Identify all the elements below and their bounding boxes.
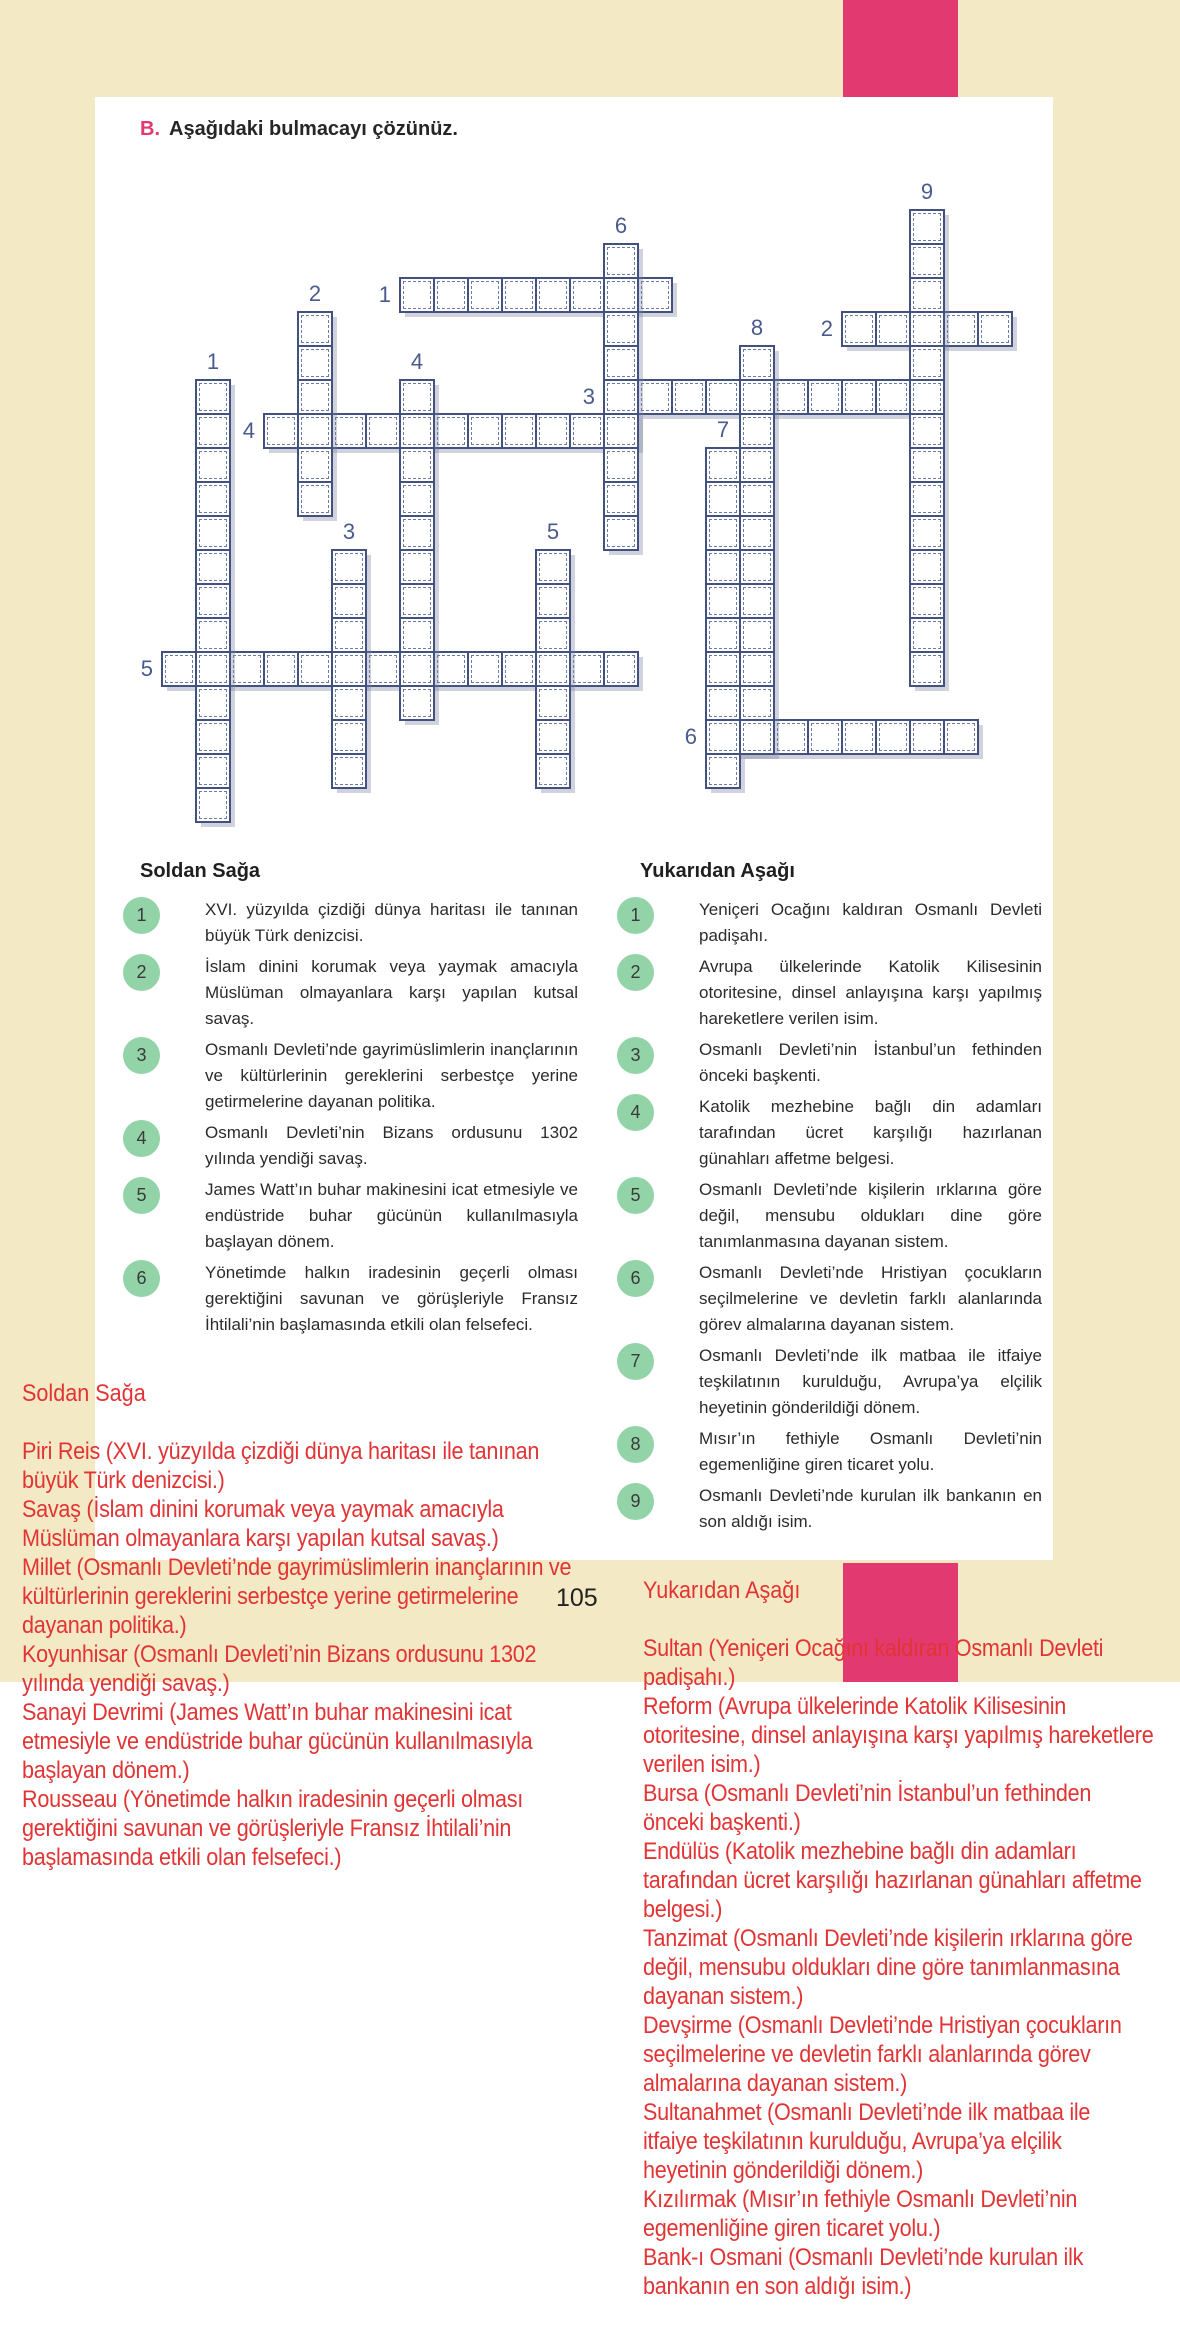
grid-cell[interactable] [909, 549, 945, 585]
across-answer-line: Sanayi Devrimi (James Watt’ın buhar makinesini icat [22, 1699, 512, 1726]
grid-cell[interactable] [909, 345, 945, 381]
across-answer-line: kültürlerinin gereklerini serbestçe yerine getirmelerine [22, 1583, 519, 1610]
grid-cell[interactable] [297, 447, 333, 483]
down-answer-line: Devşirme (Osmanlı Devleti’nde Hristiyan çocukların [643, 2012, 1122, 2039]
grid-cell[interactable] [535, 651, 571, 687]
grid-cell[interactable] [263, 651, 299, 687]
grid-cell[interactable] [569, 413, 605, 449]
down-answer-line: bankanın en son aldığı isim.) [643, 2273, 912, 2300]
across-clue-item [123, 897, 583, 949]
grid-cell[interactable] [705, 617, 741, 653]
clue-number-badge: 9 [617, 1483, 654, 1520]
grid-cell[interactable] [195, 685, 231, 721]
grid-cell[interactable] [501, 651, 537, 687]
clue-text: Osmanlı Devleti’nin İstanbul’un fethinden önceki başkenti. [699, 1040, 1042, 1085]
grid-cell[interactable] [739, 481, 775, 517]
grid-cell[interactable] [331, 617, 367, 653]
grid-cell[interactable] [569, 651, 605, 687]
grid-cell[interactable] [297, 345, 333, 381]
grid-cell[interactable] [399, 515, 435, 551]
grid-cell[interactable] [535, 583, 571, 619]
grid-cell[interactable] [739, 345, 775, 381]
grid-cell[interactable] [297, 481, 333, 517]
clue-number-badge: 2 [617, 954, 654, 991]
down-clue-item [617, 1094, 1047, 1172]
clue-number-badge: 4 [123, 1120, 160, 1157]
grid-cell[interactable] [535, 413, 571, 449]
grid-cell[interactable] [195, 787, 231, 823]
grid-cell[interactable] [467, 277, 503, 313]
grid-cell[interactable] [195, 617, 231, 653]
clue-text: Avrupa ülkelerinde Katolik Kilisesinin otoritesine, dinsel anlayışına karşı yapılmış hareketlere verilen isim. [699, 957, 1042, 1028]
down-clue-number-label: 6 [614, 213, 628, 238]
grid-cell[interactable] [603, 345, 639, 381]
grid-cell[interactable] [195, 447, 231, 483]
grid-cell[interactable] [399, 583, 435, 619]
down-answer-line: belgesi.) [643, 1896, 723, 1923]
down-answer-line: önceki başkenti.) [643, 1809, 801, 1836]
across-answer-line: dayanan politika.) [22, 1612, 187, 1639]
grid-cell[interactable] [705, 515, 741, 551]
across-answer-line: gerektiğini savunan ve görüşleriyle Fransız İhtilali’nin [22, 1815, 512, 1842]
grid-cell[interactable] [297, 379, 333, 415]
grid-cell[interactable] [569, 277, 605, 313]
across-answer-line: Piri Reis (XVI. yüzyılda çizdiği dünya haritası ile tanınan [22, 1438, 540, 1465]
grid-cell[interactable] [739, 685, 775, 721]
down-answer-line: Tanzimat (Osmanlı Devleti’nde kişilerin ırklarına göre [643, 1925, 1133, 1952]
across-clue-number-label: 4 [242, 418, 255, 443]
down-answer-line: değil, mensubu oldukları dine göre tanımlanmasına [643, 1954, 1120, 1981]
grid-cell[interactable] [331, 753, 367, 789]
down-clue-number-label: 7 [716, 417, 730, 442]
grid-cell[interactable] [739, 583, 775, 619]
down-answer-line: Sultan (Yeniçeri Ocağını kaldıran Osmanlı Devleti [643, 1635, 1104, 1662]
across-clue-item [123, 1037, 583, 1115]
down-answer-line: Endülüs (Katolik mezhebine bağlı din adamları [643, 1838, 1077, 1865]
grid-cell[interactable] [705, 719, 741, 755]
clue-number-badge: 8 [617, 1426, 654, 1463]
grid-cell[interactable] [909, 515, 945, 551]
grid-cell[interactable] [909, 379, 945, 415]
clue-text: James Watt’ın buhar makinesini icat etmesiyle ve endüstride buhar gücünün kullanılmasıyla başlayan dönem. [205, 1180, 578, 1251]
grid-cell[interactable] [195, 651, 231, 687]
grid-cell[interactable] [399, 549, 435, 585]
clues-down-section [617, 860, 1047, 1540]
grid-cell[interactable] [331, 413, 367, 449]
grid-cell[interactable] [535, 617, 571, 653]
down-clue-number-label: 3 [342, 519, 356, 544]
grid-cell[interactable] [773, 379, 809, 415]
clue-text: Osmanlı Devleti’nde kurulan ilk bankanın en son aldığı isim. [699, 1486, 1042, 1531]
grid-cell[interactable] [501, 413, 537, 449]
grid-cell[interactable] [467, 413, 503, 449]
grid-cell[interactable] [331, 583, 367, 619]
grid-cell[interactable] [705, 753, 741, 789]
grid-cell[interactable] [603, 311, 639, 347]
down-answer-line: dayanan sistem.) [643, 1983, 804, 2010]
grid-cell[interactable] [875, 311, 911, 347]
grid-cell[interactable] [229, 651, 265, 687]
across-answer-line: Müslüman olmayanlara karşı yapılan kutsal savaş.) [22, 1525, 499, 1552]
clues-down-heading: Yukarıdan Aşağı [640, 860, 795, 882]
grid-cell[interactable] [433, 413, 469, 449]
clue-text: Mısır’ın fethiyle Osmanlı Devleti’nin egemenliğine giren ticaret yolu. [699, 1429, 1042, 1474]
down-clue-number-label: 8 [750, 315, 764, 340]
grid-cell[interactable] [399, 413, 435, 449]
page-number: 105 [556, 1584, 598, 1612]
clues-across-section [123, 860, 583, 1343]
grid-cell[interactable] [909, 209, 945, 245]
across-answer-line: Rousseau (Yönetimde halkın iradesinin geçerli olması [22, 1786, 524, 1813]
down-clue-number-label: 4 [410, 349, 424, 374]
grid-cell[interactable] [297, 311, 333, 347]
down-clue-item [617, 1177, 1047, 1255]
across-clue-item [123, 1260, 583, 1338]
grid-cell[interactable] [603, 379, 639, 415]
grid-cell[interactable] [399, 651, 435, 687]
down-clue-item [617, 1426, 1047, 1478]
grid-cell[interactable] [195, 379, 231, 415]
grid-cell[interactable] [399, 379, 435, 415]
grid-cell[interactable] [467, 651, 503, 687]
grid-cell[interactable] [739, 549, 775, 585]
clue-number-badge: 7 [617, 1343, 654, 1380]
grid-cell[interactable] [195, 481, 231, 517]
grid-cell[interactable] [535, 685, 571, 721]
down-answer-line: Kızılırmak (Mısır’ın fethiyle Osmanlı Devleti’nin [643, 2186, 1078, 2213]
grid-cell[interactable] [603, 481, 639, 517]
grid-cell[interactable] [705, 481, 741, 517]
grid-cell[interactable] [297, 413, 333, 449]
across-clue-number-label: 1 [378, 282, 391, 307]
across-clue-item [123, 1177, 583, 1255]
down-clue-number-label: 9 [920, 179, 934, 204]
down-answer-line: padişahı.) [643, 1664, 736, 1691]
grid-cell[interactable] [841, 719, 877, 755]
grid-cell[interactable] [365, 413, 401, 449]
answers-across-block [22, 1379, 571, 1872]
clue-number-badge: 1 [617, 897, 654, 934]
down-clue-number-label: 1 [206, 349, 220, 374]
grid-cell[interactable] [909, 719, 945, 755]
grid-cell[interactable] [705, 651, 741, 687]
down-answer-line: verilen isim.) [643, 1751, 761, 1778]
grid-cell[interactable] [909, 481, 945, 517]
grid-cell[interactable] [705, 549, 741, 585]
grid-cell[interactable] [739, 651, 775, 687]
across-clue-item [123, 954, 583, 1032]
grid-cell[interactable] [909, 413, 945, 449]
exercise-title [140, 118, 458, 141]
grid-cell[interactable] [603, 243, 639, 279]
grid-cell[interactable] [909, 243, 945, 279]
clue-number-badge: 2 [123, 954, 160, 991]
grid-cell[interactable] [909, 651, 945, 687]
clue-text: Osmanlı Devleti’nde gayrimüslimlerin inançlarının ve kültürlerinin gereklerini serbestçe yerine getirmelerine dayanan politika. [205, 1040, 578, 1111]
clue-text: Yönetimde halkın iradesinin geçerli olması gerektiğini savunan ve görüşleriyle Fransız İhtilali’nin başlamasında etkili olan felsefeci. [205, 1263, 578, 1334]
grid-cell[interactable] [773, 719, 809, 755]
grid-cell[interactable] [535, 719, 571, 755]
across-answer-line: Millet (Osmanlı Devleti’nde gayrimüslimlerin inançlarının ve [22, 1554, 572, 1581]
grid-cell[interactable] [331, 685, 367, 721]
down-answer-line: Sultanahmet (Osmanlı Devleti’nde ilk matbaa ile [643, 2099, 1091, 2126]
grid-cell[interactable] [637, 277, 673, 313]
grid-cell[interactable] [195, 719, 231, 755]
down-clue-item [617, 897, 1047, 949]
grid-cell[interactable] [399, 617, 435, 653]
grid-cell[interactable] [671, 379, 707, 415]
across-answer-line: büyük Türk denizcisi.) [22, 1467, 225, 1494]
answers-down-block [643, 1576, 1153, 2301]
down-answer-line: Bank-ı Osmani (Osmanlı Devleti’nde kurulan ilk [643, 2244, 1084, 2271]
across-answer-line: Koyunhisar (Osmanlı Devleti’nin Bizans ordusunu 1302 [22, 1641, 537, 1668]
grid-cell[interactable] [705, 379, 741, 415]
grid-cell[interactable] [739, 413, 775, 449]
down-clue-item [617, 1343, 1047, 1421]
grid-cell[interactable] [603, 651, 639, 687]
grid-cell[interactable] [909, 583, 945, 619]
grid-cell[interactable] [909, 277, 945, 313]
grid-cell[interactable] [807, 379, 843, 415]
clue-text: Yeniçeri Ocağını kaldıran Osmanlı Devleti padişahı. [699, 900, 1042, 945]
down-clue-number-label: 2 [308, 281, 322, 306]
grid-cell[interactable] [705, 685, 741, 721]
clue-text: Katolik mezhebine bağlı din adamları tarafından ücret karşılığı hazırlanan günahları affetme belgesi. [699, 1097, 1042, 1168]
down-clue-item [617, 1037, 1047, 1089]
clue-number-badge: 4 [617, 1094, 654, 1131]
down-clue-item [617, 954, 1047, 1032]
clue-text: Osmanlı Devleti’nde Hristiyan çocukların seçilmelerine ve devletin farklı alanlarında görev almalarına dayanan sistem. [699, 1263, 1042, 1334]
grid-cell[interactable] [365, 651, 401, 687]
clue-number-badge: 6 [123, 1260, 160, 1297]
exercise-letter: B. [140, 118, 160, 140]
grid-cell[interactable] [807, 719, 843, 755]
grid-cell[interactable] [739, 515, 775, 551]
grid-cell[interactable] [399, 481, 435, 517]
exercise-title-text: Aşağıdaki bulmacayı çözünüz. [169, 118, 458, 140]
grid-cell[interactable] [195, 515, 231, 551]
down-answer-line: Reform (Avrupa ülkelerinde Katolik Kilisesinin [643, 1693, 1066, 1720]
across-clue-number-label: 6 [684, 724, 697, 749]
clue-number-badge: 5 [617, 1177, 654, 1214]
clues-across-heading: Soldan Sağa [140, 860, 261, 882]
grid-cell[interactable] [399, 277, 435, 313]
grid-cell[interactable] [535, 549, 571, 585]
grid-cell[interactable] [637, 379, 673, 415]
across-clue-number-label: 2 [820, 316, 833, 341]
grid-cell[interactable] [909, 447, 945, 483]
grid-cell[interactable] [739, 617, 775, 653]
grid-cell[interactable] [501, 277, 537, 313]
grid-cell[interactable] [603, 515, 639, 551]
grid-cell[interactable] [195, 549, 231, 585]
across-clue-item [123, 1120, 583, 1172]
grid-cell[interactable] [943, 719, 979, 755]
down-answer-line: egemenliğine giren ticaret yolu.) [643, 2215, 941, 2242]
grid-cell[interactable] [841, 379, 877, 415]
grid-cell[interactable] [195, 413, 231, 449]
grid-cell[interactable] [603, 413, 639, 449]
down-answer-line: tarafından ücret karşılığı hazırlanan günahları affetme [643, 1867, 1142, 1894]
grid-cell[interactable] [875, 379, 911, 415]
grid-cell[interactable] [297, 651, 333, 687]
grid-cell[interactable] [433, 651, 469, 687]
grid-cell[interactable] [263, 413, 299, 449]
across-clue-number-label: 3 [582, 384, 595, 409]
down-answer-line: Bursa (Osmanlı Devleti’nin İstanbul’un fethinden [643, 1780, 1092, 1807]
grid-cell[interactable] [331, 549, 367, 585]
grid-cell[interactable] [705, 447, 741, 483]
clue-text: Osmanlı Devleti’nde ilk matbaa ile itfaiye teşkilatının kurulduğu, Avrupa’ya elçilik heyetinin gönderildiği dönem. [699, 1346, 1042, 1417]
down-answer-line: itfaiye teşkilatının kurulduğu, Avrupa’ya elçilik [643, 2128, 1062, 2155]
grid-cell[interactable] [535, 753, 571, 789]
across-clue-number-label: 5 [140, 656, 153, 681]
grid-cell[interactable] [739, 379, 775, 415]
clue-number-badge: 3 [123, 1037, 160, 1074]
grid-cell[interactable] [331, 719, 367, 755]
grid-cell[interactable] [331, 651, 367, 687]
across-answer-line: başlayan dönem.) [22, 1757, 190, 1784]
grid-cell[interactable] [161, 651, 197, 687]
grid-cell[interactable] [399, 685, 435, 721]
grid-cell[interactable] [943, 311, 979, 347]
grid-cell[interactable] [841, 311, 877, 347]
clue-number-badge: 3 [617, 1037, 654, 1074]
clue-number-badge: 6 [617, 1260, 654, 1297]
down-clue-number-label: 5 [546, 519, 560, 544]
clue-text: XVI. yüzyılda çizdiği dünya haritası ile tanınan büyük Türk denizcisi. [205, 900, 578, 945]
clue-number-badge: 5 [123, 1177, 160, 1214]
down-answer-line: seçilmelerine ve devletin farklı alanlarında görev [643, 2041, 1091, 2068]
grid-cell[interactable] [399, 447, 435, 483]
across-answer-line: Savaş (İslam dinini korumak veya yaymak amacıyla [22, 1496, 504, 1523]
down-clue-item [617, 1260, 1047, 1338]
down-clue-item [617, 1483, 1047, 1535]
clue-text: Osmanlı Devleti’nin Bizans ordusunu 1302 yılında yendiği savaş. [205, 1123, 578, 1168]
answers-down-heading: Yukarıdan Aşağı [643, 1577, 801, 1604]
grid-cell[interactable] [739, 447, 775, 483]
down-answer-line: otoritesine, dinsel anlayışına karşı yapılmış hareketlere [643, 1722, 1154, 1749]
across-answer-line: başlamasında etkili olan felsefeci.) [22, 1844, 342, 1871]
clue-text: Osmanlı Devleti’nde kişilerin ırklarına göre değil, mensubu oldukları dine göre tanımlanmasına dayanan sistem. [699, 1180, 1042, 1251]
down-answer-line: almalarına dayanan sistem.) [643, 2070, 908, 2097]
bookmark-tab-top [843, 0, 958, 98]
grid-cell[interactable] [603, 277, 639, 313]
grid-cell[interactable] [603, 447, 639, 483]
across-answer-line: yılında yendiği savaş.) [22, 1670, 230, 1697]
clue-text: İslam dinini korumak veya yaymak amacıyla Müslüman olmayanlara karşı yapılan kutsal savaş. [205, 957, 578, 1028]
grid-cell[interactable] [739, 719, 775, 755]
grid-cell[interactable] [909, 311, 945, 347]
clue-number-badge: 1 [123, 897, 160, 934]
grid-cell[interactable] [535, 277, 571, 313]
grid-cell[interactable] [195, 753, 231, 789]
grid-cell[interactable] [875, 719, 911, 755]
grid-cell[interactable] [195, 583, 231, 619]
grid-cell[interactable] [705, 583, 741, 619]
across-answer-line: etmesiyle ve endüstride buhar gücünün kullanılmasıyla [22, 1728, 533, 1755]
grid-cell[interactable] [433, 277, 469, 313]
grid-cell[interactable] [909, 617, 945, 653]
answers-across-heading: Soldan Sağa [22, 1380, 146, 1407]
grid-cell[interactable] [977, 311, 1013, 347]
down-answer-line: heyetinin gönderildiği dönem.) [643, 2157, 924, 2184]
